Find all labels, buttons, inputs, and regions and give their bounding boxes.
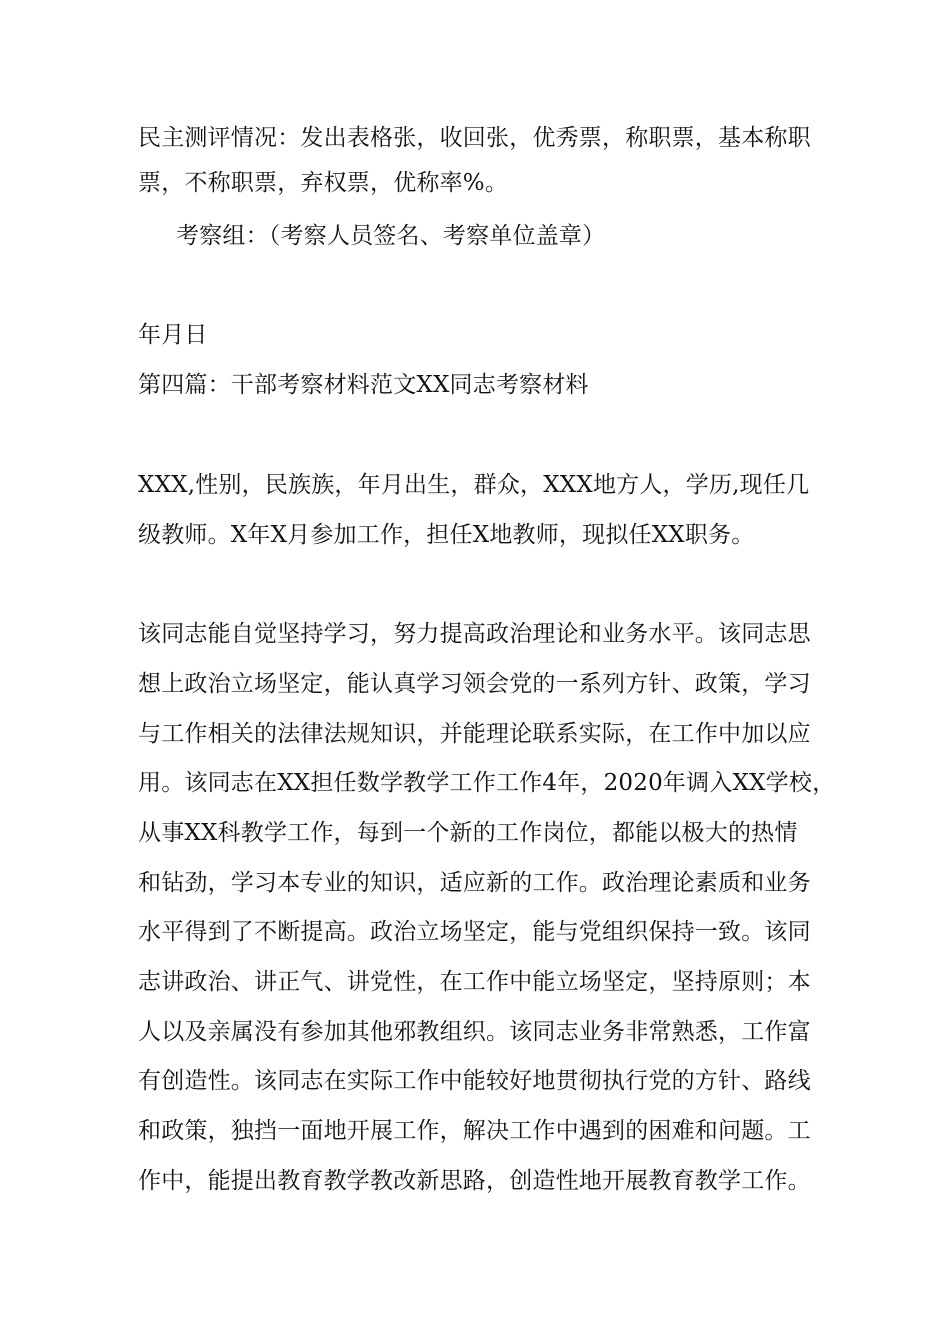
- body-line-7: 水平得到了不断提高。政治立场坚定，能与党组织保持一致。该同: [138, 919, 811, 945]
- text-line-date: 年月日: [138, 322, 208, 348]
- body-line-10: 有创造性。该同志在实际工作中能较好地贯彻执行党的方针、路线: [138, 1068, 811, 1094]
- text-line-profile-cont: 级教师。X年X月参加工作，担任X地教师，现拟任XX职务。: [138, 522, 755, 548]
- text-line-profile: XXX,性别，民族族，年月出生，群众，XXX地方人，学历,现任几: [138, 472, 810, 498]
- body-line-4: 用。该同志在XX担任数学教学工作工作4年，2020年调入XX学校，: [138, 770, 836, 796]
- body-line-8: 志讲政治、讲正气、讲党性，在工作中能立场坚定，坚持原则；本: [138, 969, 811, 995]
- text-line-inspection-group: 考察组：（考察人员签名、考察单位盖章）: [176, 223, 606, 249]
- body-line-2: 想上政治立场坚定，能认真学习领会党的一系列方针、政策，学习: [138, 671, 811, 697]
- body-line-6: 和钻劲，学习本专业的知识，适应新的工作。政治理论素质和业务: [138, 870, 811, 896]
- text-line-evaluation-cont: 票，不称职票，弃权票，优称率%。: [138, 170, 509, 196]
- body-line-5: 从事XX科教学工作，每到一个新的工作岗位，都能以极大的热情: [138, 820, 798, 846]
- text-line-evaluation: 民主测评情况：发出表格张，收回张，优秀票，称职票，基本称职: [138, 125, 811, 151]
- body-line-1: 该同志能自觉坚持学习，努力提高政治理论和业务水平。该同志思: [138, 621, 811, 647]
- body-line-11: 和政策，独挡一面地开展工作，解决工作中遇到的困难和问题。工: [138, 1118, 811, 1144]
- section-heading: 第四篇：干部考察材料范文XX同志考察材料: [138, 372, 589, 398]
- body-line-12: 作中，能提出教育教学教改新思路，创造性地开展教育教学工作。: [138, 1168, 811, 1194]
- body-line-9: 人以及亲属没有参加其他邪教组织。该同志业务非常熟悉，工作富: [138, 1019, 811, 1045]
- body-line-3: 与工作相关的法律法规知识，并能理论联系实际，在工作中加以应: [138, 721, 811, 747]
